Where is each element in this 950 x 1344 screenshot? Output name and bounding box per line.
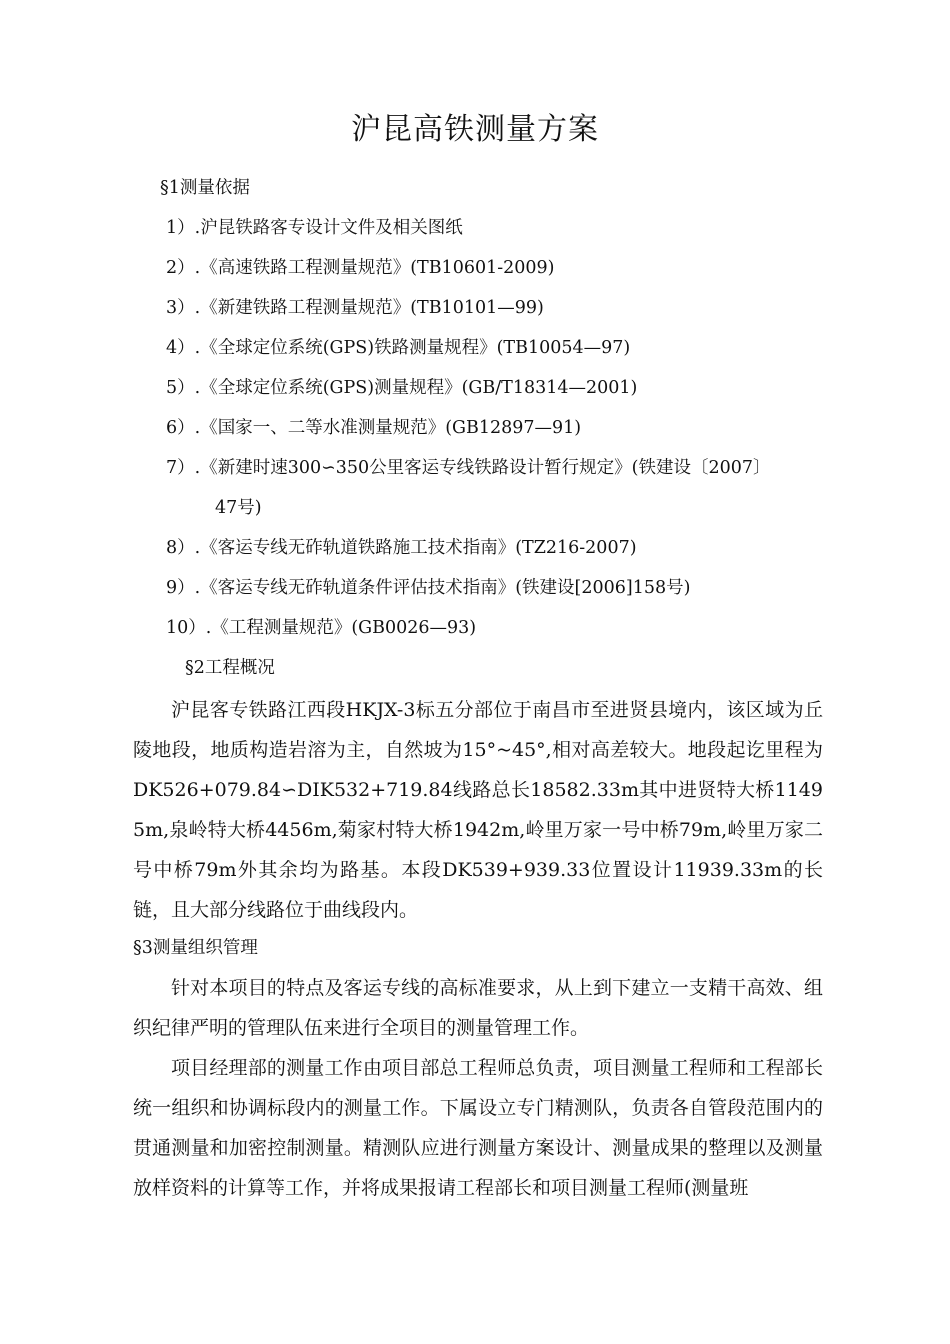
reference-item-7: 7）.《新建时速300∽350公里客运专线铁路设计暂行规定》(铁建设〔2007〕 (166, 458, 771, 478)
section-1-heading: §1测量依据 (160, 178, 250, 198)
reference-item-8: 8）.《客运专线无砟轨道铁路施工技术指南》(TZ216-2007) (166, 538, 637, 558)
reference-item-1: 1）.沪昆铁路客专设计文件及相关图纸 (166, 218, 463, 238)
reference-item-2: 2）.《高速铁路工程测量规范》(TB10601-2009) (166, 258, 555, 278)
reference-item-5: 5）.《全球定位系统(GPS)测量规程》(GB/T18314—2001) (166, 378, 638, 398)
reference-item-3: 3）.《新建铁路工程测量规范》(TB10101—99) (166, 298, 544, 318)
management-paragraph-1: 针对本项目的特点及客运专线的高标准要求，从上到下建立一支精干高效、组织纪律严明的管理队伍来进行全项目的测量管理工作。 (133, 977, 823, 1039)
reference-item-10: 10）.《工程测量规范》(GB0026—93) (166, 618, 477, 638)
reference-item-4: 4）.《全球定位系统(GPS)铁路测量规程》(TB10054—97) (166, 338, 631, 358)
document-title: 沪昆高铁测量方案 (351, 112, 599, 147)
reference-item-6: 6）.《国家一、二等水准测量规范》(GB12897—91) (166, 418, 582, 438)
section-2-heading: §2工程概况 (185, 658, 275, 678)
reference-item-9: 9）.《客运专线无砟轨道条件评估技术指南》(铁建设[2006]158号) (166, 578, 691, 598)
project-overview-paragraph: 沪昆客专铁路江西段HKJX-3标五分部位于南昌市至进贤县境内，该区域为丘陵地段，地质构造岩溶为主，自然坡为15°~45°,相对高差较大。地段起讫里程为DK526+079.84∽DIK532+719.84线路总长18582.33m其中进贤特大桥11495m,泉岭特大桥4456m,菊家村特大桥1942m,岭里万家一号中桥79m,岭里万家二号中桥79m外其余均为路基。本段DK539+939.33位置设计11939.33m的长链，且大部分线路位于曲线段内。 (133, 699, 823, 921)
section-3-heading: §3测量组织管理 (133, 938, 258, 958)
management-paragraph-2: 项目经理部的测量工作由项目部总工程师总负责，项目测量工程师和工程部长统一组织和协调标段内的测量工作。下属设立专门精测队，负责各自管段范围内的贯通测量和加密控制测量。精测队应进行测量方案设计、测量成果的整理以及测量放样资料的计算等工作，并将成果报请工程部长和项目测量工程师(测量班 (133, 1057, 823, 1199)
reference-item-7-continued: 47号) (215, 498, 262, 518)
